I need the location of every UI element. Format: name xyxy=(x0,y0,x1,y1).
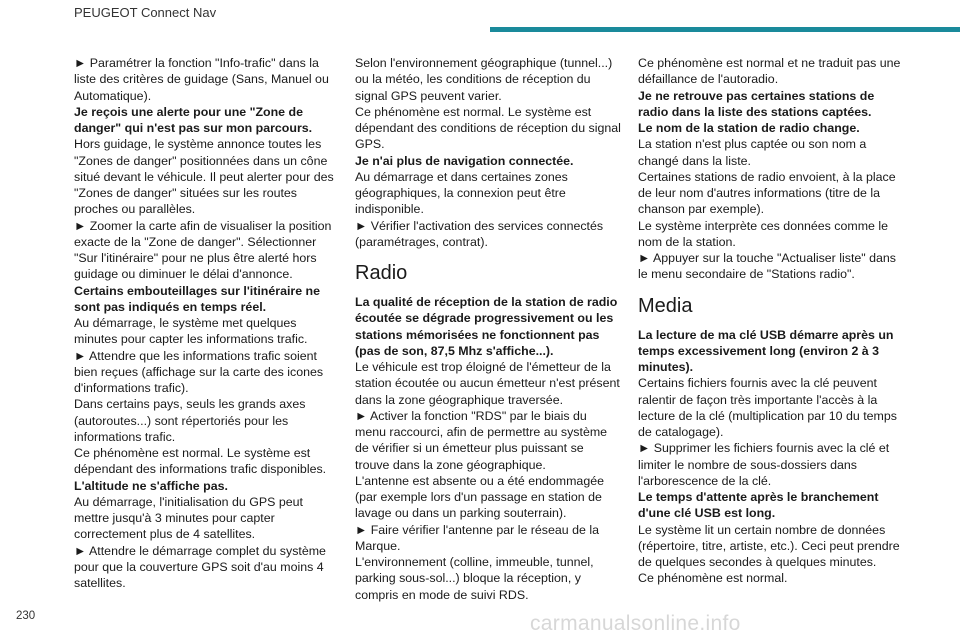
question-heading: L'altitude ne s'affiche pas. xyxy=(74,478,228,493)
question-heading: Je reçois une alerte pour une "Zone de danger" qui n'est pas sur mon parcours. xyxy=(74,104,313,135)
page-number: 230 xyxy=(16,610,36,622)
question-heading: La qualité de réception de la station de radio écoutée se dégrade progressivement ou les stations mémorisées ne fonctionnent pas (pas de son, 87,5 Mhz s'affiche...). xyxy=(355,295,618,358)
body-paragraph: Ce phénomène est normal. xyxy=(638,571,788,586)
question-heading: Je n'ai plus de navigation connectée. xyxy=(355,153,574,168)
text-column-2 xyxy=(355,55,621,603)
body-paragraph: Ce phénomène est normal. Le système est dépendant des conditions de réception du signal GPS. xyxy=(355,104,621,152)
body-paragraph: Certaines stations de radio envoient, à la place de leur nom d'autres informations (titre de la chanson par exemple). xyxy=(638,169,896,217)
section-heading: Radio xyxy=(355,262,408,284)
body-paragraph: Le système interprète ces données comme le nom de la station. xyxy=(638,218,889,249)
body-paragraph: ► Appuyer sur la touche "Actualiser liste" dans le menu secondaire de "Stations radio". xyxy=(638,251,896,282)
body-paragraph: L'antenne est absente ou a été endommagée (par exemple lors d'un passage en station de lavage ou dans un parking souterrain). xyxy=(355,473,604,521)
body-paragraph: Certains fichiers fournis avec la clé peuvent ralentir de façon très importante l'accès à la lecture de la clé (multiplication par 10 du temps de catalogage). xyxy=(638,376,897,439)
watermark: carmanualsonline.info xyxy=(530,612,741,635)
body-paragraph: Selon l'environnement géographique (tunnel...) ou la météo, les conditions de réception du signal GPS peuvent varier. xyxy=(355,56,613,103)
body-paragraph: Le véhicule est trop éloigné de l'émetteur de la station écoutée ou aucun émetteur n'est présent dans la zone géographique traversée. xyxy=(355,360,620,407)
body-paragraph: Au démarrage, le système met quelques minutes pour capter les informations trafic. xyxy=(74,316,308,347)
body-paragraph: ► Zoomer la carte afin de visualiser la position exacte de la "Zone de danger". Sélectionner "Sur l'itinéraire" pour ne plus être alerté hors guidage ou diminuer le délai d'annonce. xyxy=(74,218,332,282)
header-accent-bar xyxy=(490,27,960,32)
question-heading: La lecture de ma clé USB démarre après un temps excessivement long (environ 2 à 3 minutes). xyxy=(638,327,894,374)
body-paragraph: ► Attendre le démarrage complet du système pour que la couverture GPS soit d'au moins 4 satellites. xyxy=(74,543,326,590)
question-heading: Certains embouteillages sur l'itinéraire ne sont pas indiqués en temps réel. xyxy=(74,283,321,314)
body-paragraph: Ce phénomène est normal. Le système est dépendant des informations trafic disponibles. xyxy=(74,446,327,477)
running-header-title: PEUGEOT Connect Nav xyxy=(74,5,217,20)
body-paragraph: Dans certains pays, seuls les grands axes (autoroutes...) sont répertoriés pour les informations trafic. xyxy=(74,397,306,444)
body-paragraph: ► Vérifier l'activation des services connectés (paramétrages, contrat). xyxy=(355,218,604,249)
body-paragraph: ► Faire vérifier l'antenne par le réseau de la Marque. xyxy=(355,522,599,553)
question-heading: Le temps d'attente après le branchement d'une clé USB est long. xyxy=(638,490,879,521)
body-paragraph: ► Paramétrer la fonction "Info-trafic" dans la liste des critères de guidage (Sans, Manuel ou Automatique). xyxy=(74,56,329,103)
question-heading: Je ne retrouve pas certaines stations de radio dans la liste des stations captées. xyxy=(638,88,875,119)
body-paragraph: L'environnement (colline, immeuble, tunnel, parking sous-sol...) bloque la réception, y compris en mode de suivi RDS. xyxy=(355,555,594,602)
body-paragraph: Au démarrage et dans certaines zones géographiques, la connexion peut être indisponible. xyxy=(355,169,568,217)
body-paragraph: ► Supprimer les fichiers fournis avec la clé et limiter le nombre de sous-dossiers dans l'arborescence de la clé. xyxy=(638,441,890,488)
body-paragraph: Hors guidage, le système annonce toutes les "Zones de danger" positionnées dans un cône situé devant le véhicule. Il peut alerter pour des "Zones de danger" situées sur les routes proches ou parallèles. xyxy=(74,137,334,217)
question-heading: Le nom de la station de radio change. xyxy=(638,121,860,135)
text-column-1 xyxy=(74,55,340,591)
body-paragraph: ► Activer la fonction "RDS" par le biais du menu raccourci, afin de permettre au système de vérifier si un émetteur plus puissant se trouve dans la zone géographique. xyxy=(355,408,608,472)
body-paragraph: Ce phénomène est normal et ne traduit pas une défaillance de l'autoradio. xyxy=(638,56,901,87)
body-paragraph: ► Attendre que les informations trafic soient bien reçues (affichage sur la carte des icones d'informations trafic). xyxy=(74,348,324,395)
body-paragraph: Au démarrage, l'initialisation du GPS peut mettre jusqu'à 3 minutes pour capter correctement plus de 4 satellites. xyxy=(74,494,303,542)
text-column-3 xyxy=(638,55,904,587)
body-paragraph: Le système lit un certain nombre de données (répertoire, titre, artiste, etc.). Ceci peut prendre de quelques secondes à quelques minutes. xyxy=(638,522,900,569)
body-paragraph: La station n'est plus captée ou son nom a changé dans la liste. xyxy=(638,137,867,168)
section-heading: Media xyxy=(638,294,693,317)
